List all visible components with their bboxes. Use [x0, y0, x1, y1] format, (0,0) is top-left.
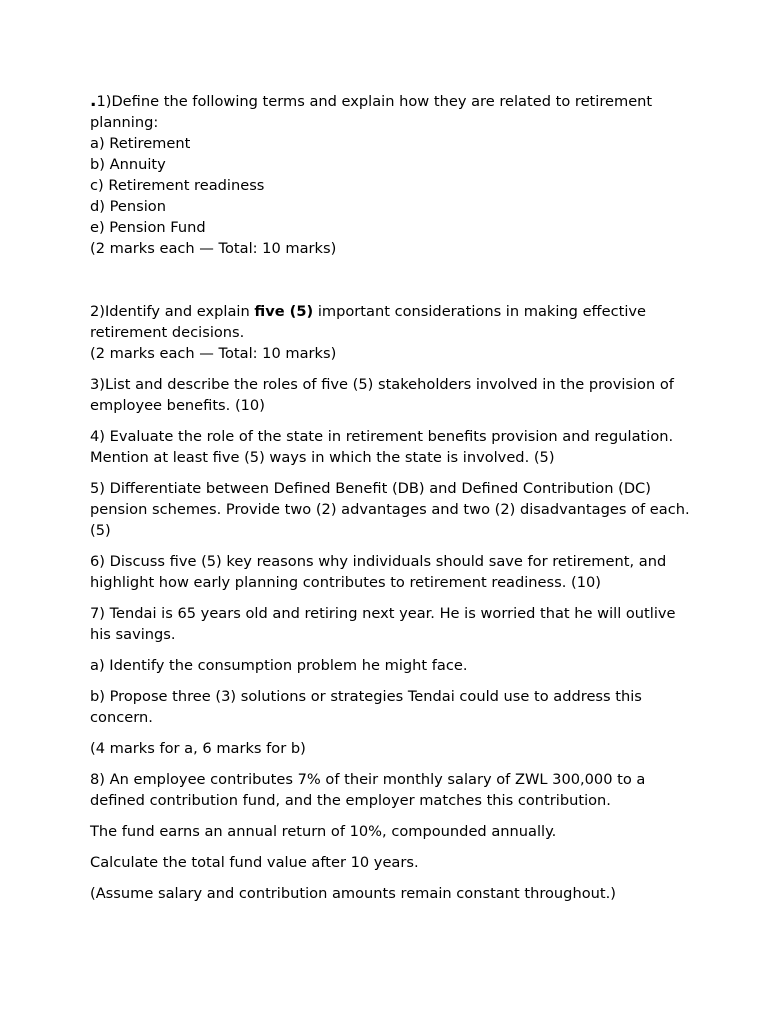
question-6: 6) Discuss five (5) key reasons why individuals should save for retirement, and highlight how early planning contributes to retirement readiness. (10) [90, 553, 667, 591]
question-7-part-a: a) Identify the consumption problem he might face. [90, 657, 468, 674]
question-1-item-c: c) Retirement readiness [90, 177, 265, 194]
question-8-task: Calculate the total fund value after 10 years. [90, 854, 419, 871]
question-8-assumption: (Assume salary and contribution amounts remain constant throughout.) [90, 885, 616, 902]
question-8-return: The fund earns an annual return of 10%, compounded annually. [90, 823, 557, 840]
question-1-item-a: a) Retirement [90, 135, 191, 152]
question-8-stem: 8) An employee contributes 7% of their monthly salary of ZWL 300,000 to a defined contribution fund, and the employer matches this contribution. [90, 771, 646, 809]
question-1-item-d: d) Pension [90, 198, 166, 215]
question-1-marks: (2 marks each — Total: 10 marks) [90, 240, 337, 257]
question-7-part-b: b) Propose three (3) solutions or strategies Tendai could use to address this concern. [90, 688, 642, 726]
question-2-stem: 2)Identify and explain five (5) important considerations in making effective retirement decisions. [90, 303, 646, 341]
spacer [90, 259, 690, 301]
question-1 [90, 91, 690, 259]
question-3: 3)List and describe the roles of five (5) stakeholders involved in the provision of employee benefits. (10) [90, 376, 674, 414]
question-document [90, 91, 690, 914]
question-1-item-b: b) Annuity [90, 156, 166, 173]
question-5: 5) Differentiate between Defined Benefit (DB) and Defined Contribution (DC) pension schemes. Provide two (2) advantages and two (2) disadvantages of each.(5) [90, 480, 690, 539]
question-2-bold: five (5) [254, 303, 314, 320]
question-7-stem: 7) Tendai is 65 years old and retiring next year. He is worried that he will outlive his savings. [90, 605, 676, 643]
question-7-marks: (4 marks for a, 6 marks for b) [90, 740, 306, 757]
question-2-marks: (2 marks each — Total: 10 marks) [90, 345, 337, 362]
question-2 [90, 301, 690, 364]
question-1-stem: .1)Define the following terms and explain how they are related to retirement planning: [90, 91, 653, 131]
question-4: 4) Evaluate the role of the state in retirement benefits provision and regulation. Mention at least five (5) ways in which the state is involved. (5) [90, 428, 674, 466]
question-1-item-e: e) Pension Fund [90, 219, 206, 236]
lead-dot: . [90, 91, 97, 111]
